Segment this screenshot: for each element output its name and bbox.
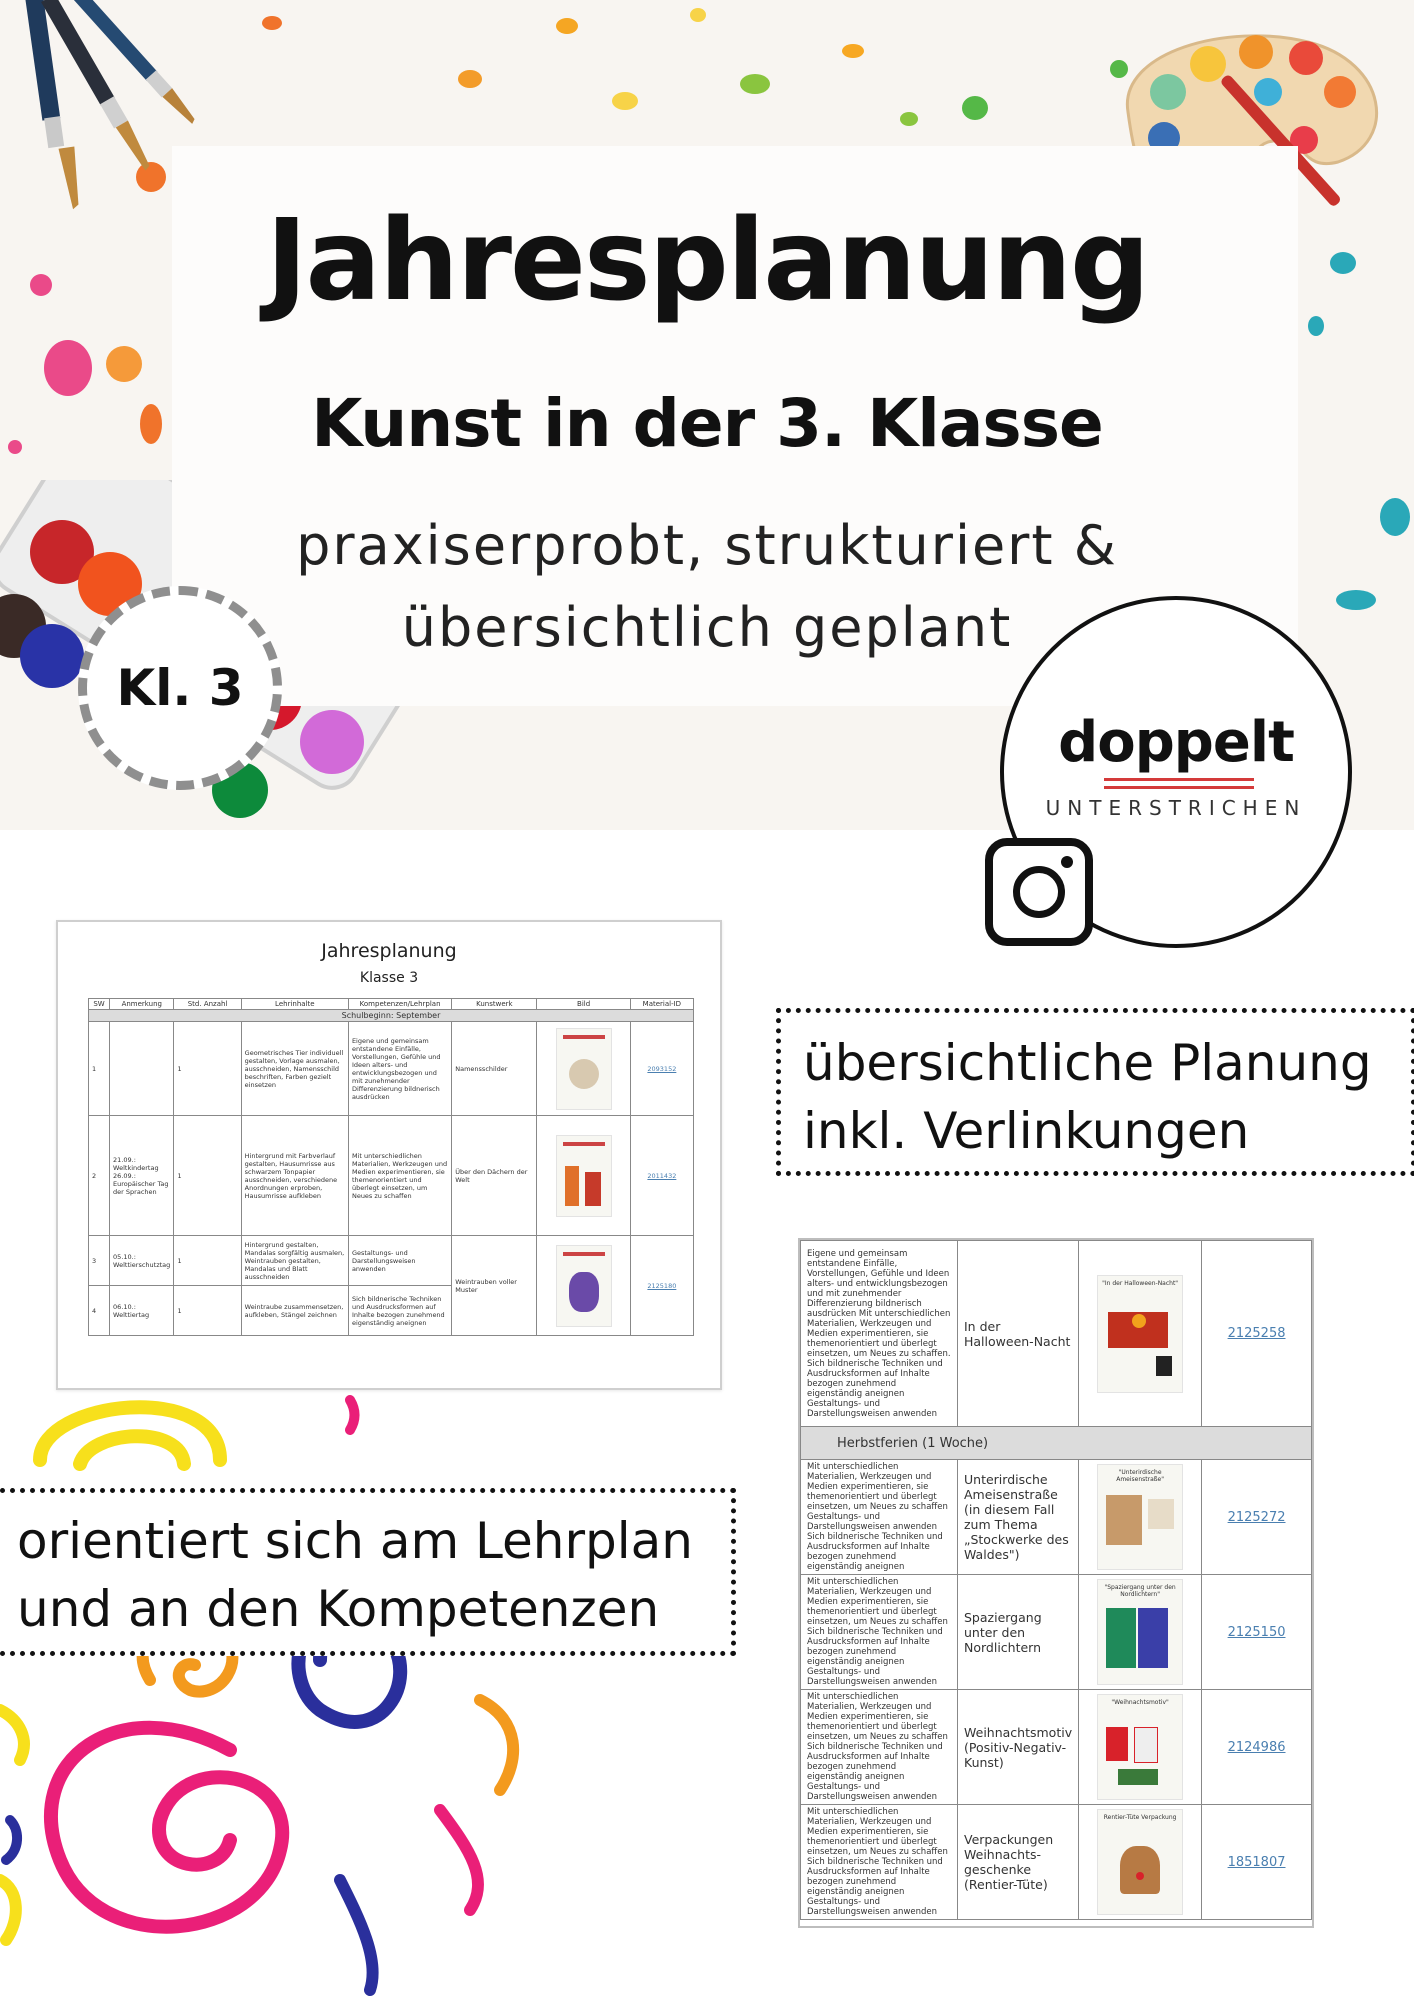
cell-competence: Gestaltungs- und Darstellungsweisen anwenden — [348, 1236, 451, 1286]
cell-note: 05.10.: Welttierschutztag — [110, 1236, 174, 1286]
cell-sw: 1 — [89, 1022, 110, 1116]
cell-artwork: Weintrauben voller Muster — [452, 1236, 537, 1336]
column-header: Kunstwerk — [452, 999, 537, 1010]
cell-image — [1079, 1460, 1202, 1575]
feature-line: inkl. Verlinkungen — [803, 1102, 1250, 1160]
cell-content: Hintergrund mit Farbverlauf gestalten, Hausumrisse aus schwarzem Tonpapier ausschneiden, verschiedene Anordnungen erproben, Hausumrisse aufkleben — [241, 1116, 348, 1236]
cell-note — [110, 1022, 174, 1116]
page-title: Jahresplanung — [265, 196, 1149, 326]
cell-hours: 1 — [174, 1116, 241, 1236]
paint-splatter-icon — [106, 346, 142, 382]
grade-badge: Kl. 3 — [78, 586, 282, 790]
material-id-link[interactable]: 2124986 — [1202, 1690, 1312, 1805]
feature-line: orientiert sich am Lehrplan — [17, 1512, 694, 1570]
table-row — [801, 1805, 1312, 1920]
cell-competence: Sich bildnerische Techniken und Ausdrucksformen auf Inhalte bezogen zunehmend eigenständig aneignen — [348, 1286, 451, 1336]
cell-note: 06.10.: Welttiertag — [110, 1286, 174, 1336]
cell-note: 21.09.: Weltkindertag 26.09.: Europäischer Tag der Sprachen — [110, 1116, 174, 1236]
table-header-row — [89, 999, 694, 1010]
paint-splatter-icon — [262, 16, 282, 30]
thumbnail-caption: Rentier-Tüte Verpackung — [1103, 1814, 1177, 1821]
section-label: Herbstferien (1 Woche) — [801, 1427, 1312, 1460]
cell-image — [1079, 1575, 1202, 1690]
thumbnail-caption: "In der Halloween-Nacht" — [1102, 1279, 1179, 1287]
paint-splatter-icon — [690, 8, 706, 22]
feature-line: und an den Kompetenzen — [17, 1580, 660, 1638]
material-id-link[interactable]: 2125258 — [1202, 1241, 1312, 1427]
instagram-lens — [1013, 866, 1065, 918]
cell-artwork: Unterirdische Ameisenstraße (in diesem Fall zum Thema „Stockwerke des Waldes") — [958, 1460, 1079, 1575]
artwork-thumbnail — [556, 1135, 612, 1217]
cell-image — [537, 1116, 630, 1236]
artwork-thumbnail — [1097, 1809, 1183, 1915]
table-row — [801, 1460, 1312, 1575]
cell-competence: Mit unterschiedlichen Materialien, Werkzeugen und Medien experimentieren, sie themenorientiert und überlegt einsetzen, um Neues zu schaffen Sich bildnerische Techniken und Ausdrucksformen auf Inhalte bezogen zunehmend eigenständig aneignen Gestaltungs- und Darstellungsweisen anwenden — [801, 1575, 958, 1690]
column-header: Anmerkung — [110, 999, 174, 1010]
thumbnail-caption: "Unterirdische Ameisenstraße" — [1116, 1469, 1164, 1483]
table-section-row — [801, 1427, 1312, 1460]
brand-name: doppelt — [1058, 710, 1294, 775]
paint-splatter-icon — [458, 70, 482, 88]
cell-sw: 3 — [89, 1236, 110, 1286]
brand-underline — [1104, 786, 1254, 789]
cell-content: Weintraube zusammensetzen, aufkleben, Stängel zeichnen — [241, 1286, 348, 1336]
cell-competence: Mit unterschiedlichen Materialien, Werkzeugen und Medien experimentieren, sie themenorientiert und überlegt einsetzen, um Neues zu schaffen — [348, 1116, 451, 1236]
paint-splatter-icon — [556, 18, 578, 34]
table-row — [89, 1116, 694, 1236]
column-header: Material-ID — [630, 999, 693, 1010]
thumbnail-caption: "Spaziergang unter den Nordlichtern" — [1104, 1584, 1176, 1598]
thumbnail-caption: "Weihnachtsmotiv" — [1111, 1699, 1169, 1706]
material-id-link[interactable]: 2011432 — [630, 1116, 693, 1236]
cell-artwork: Weihnachtsmotiv (Positiv-Negativ-Kunst) — [958, 1690, 1079, 1805]
instagram-dot — [1061, 856, 1073, 868]
preview-title: Jahresplanung — [321, 940, 457, 962]
artwork-thumbnail — [1097, 1275, 1183, 1393]
paint-splatter-icon — [842, 44, 864, 58]
cell-sw: 2 — [89, 1116, 110, 1236]
preview-table — [88, 998, 694, 1336]
planning-detail-document — [798, 1238, 1314, 1928]
preview-class-label: Klasse 3 — [359, 970, 419, 986]
cell-sw: 4 — [89, 1286, 110, 1336]
column-header: SW — [89, 999, 110, 1010]
material-id-link[interactable]: 1851807 — [1202, 1805, 1312, 1920]
cell-artwork: Verpackungen Weihnachts-geschenke (Rentier-Tüte) — [958, 1805, 1079, 1920]
cell-competence: Eigene und gemeinsam entstandene Einfälle, Vorstellungen, Gefühle und Ideen alters- und entwicklungsbezogen und mit zunehmender Differenzierung bildnerisch ausdrücken Mit unterschiedlichen Materialien, Werkzeugen und Medien experimentieren, sie themenorientiert und überlegt einsetzen, um Neues zu schaffen. Sich bildnerische Techniken und Ausdrucksformen auf Inhalte bezogen zunehmend eigenständig aneignen Gestaltungs- und Darstellungsweisen anwenden — [801, 1241, 958, 1427]
table-row — [801, 1241, 1312, 1427]
cell-competence: Mit unterschiedlichen Materialien, Werkzeugen und Medien experimentieren, sie themenorientiert und überlegt einsetzen, um Neues zu schaffen Gestaltungs- und Darstellungsweisen anwenden Sich bildnerische Techniken und Ausdrucksformen auf Inhalte bezogen zunehmend eigenständig aneignen — [801, 1460, 958, 1575]
column-header: Lehrinhalte — [241, 999, 348, 1010]
feature-line: übersichtliche Planung — [803, 1034, 1372, 1092]
artwork-thumbnail — [1097, 1579, 1183, 1685]
material-id-link[interactable]: 2125150 — [1202, 1575, 1312, 1690]
overview-feature-box — [776, 1008, 1414, 1176]
column-header: Bild — [537, 999, 630, 1010]
table-row — [89, 1022, 694, 1116]
cell-artwork: Über den Dächern der Welt — [452, 1116, 537, 1236]
cell-hours: 1 — [174, 1236, 241, 1286]
cell-hours: 1 — [174, 1022, 241, 1116]
brand-tagline: UNTERSTRICHEN — [1045, 796, 1307, 820]
cell-competence: Eigene und gemeinsam entstandene Einfälle, Vorstellungen, Gefühle und Ideen alters- und entwicklungsbezogen und mit zunehmender Differenzierung bildnerisch ausdrücken — [348, 1022, 451, 1116]
cell-artwork: Spaziergang unter den Nordlichtern — [958, 1575, 1079, 1690]
paint-splatter-icon — [740, 74, 770, 94]
column-header: Kompetenzen/Lehrplan — [348, 999, 451, 1010]
curriculum-feature-box — [0, 1488, 736, 1656]
instagram-icon[interactable] — [985, 838, 1093, 946]
paint-splatter-icon — [900, 112, 918, 126]
table-row — [801, 1575, 1312, 1690]
artwork-thumbnail — [556, 1028, 612, 1110]
planning-preview-document — [56, 920, 722, 1390]
material-id-link[interactable]: 2125272 — [1202, 1460, 1312, 1575]
table-row — [801, 1690, 1312, 1805]
table-row — [89, 1236, 694, 1286]
cell-image — [1079, 1690, 1202, 1805]
cell-content: Geometrisches Tier individuell gestalten, Vorlage ausmalen, ausschneiden, Namensschild beschriften, Farben gezielt einsetzen — [241, 1022, 348, 1116]
cell-artwork: Namensschilder — [452, 1022, 537, 1116]
material-id-link[interactable]: 2125180 — [630, 1236, 693, 1336]
cell-competence: Mit unterschiedlichen Materialien, Werkzeugen und Medien experimentieren, sie themenorientiert und überlegt einsetzen, um Neues zu schaffen Sich bildnerische Techniken und Ausdrucksformen auf Inhalte bezogen zunehmend eigenständig aneignen Gestaltungs- und Darstellungsweisen anwenden — [801, 1805, 958, 1920]
cell-image — [1079, 1241, 1202, 1427]
section-label: Schulbeginn: September — [89, 1010, 694, 1022]
cell-image — [537, 1236, 630, 1336]
detail-table — [800, 1240, 1312, 1920]
page-subtitle: Kunst in der 3. Klasse — [311, 385, 1103, 462]
cell-image — [1079, 1805, 1202, 1920]
tagline-line-2: übersichtlich geplant — [401, 596, 1013, 659]
material-id-link[interactable]: 2093152 — [630, 1022, 693, 1116]
paint-splatter-icon — [612, 92, 638, 110]
cell-competence: Mit unterschiedlichen Materialien, Werkzeugen und Medien experimentieren, sie themenorientiert und überlegt einsetzen, um Neues zu schaffen Sich bildnerische Techniken und Ausdrucksformen auf Inhalte bezogen zunehmend eigenständig aneignen Gestaltungs- und Darstellungsweisen anwenden — [801, 1690, 958, 1805]
decorative-swirls-icon — [0, 1380, 720, 2000]
cell-hours: 1 — [174, 1286, 241, 1336]
tagline-line-1: praxiserprobt, strukturiert & — [296, 514, 1118, 577]
cell-image — [537, 1022, 630, 1116]
artwork-thumbnail — [1097, 1694, 1183, 1800]
brand-underline — [1104, 778, 1254, 781]
cell-content: Hintergrund gestalten, Mandalas sorgfältig ausmalen, Weintrauben gestalten, Mandalas und Blatt ausschneiden — [241, 1236, 348, 1286]
column-header: Std. Anzahl — [174, 999, 241, 1010]
artwork-thumbnail — [1097, 1464, 1183, 1570]
table-section-row — [89, 1010, 694, 1022]
paint-splatter-icon — [962, 96, 988, 120]
cell-artwork: In der Halloween-Nacht — [958, 1241, 1079, 1427]
artwork-thumbnail — [556, 1245, 612, 1327]
